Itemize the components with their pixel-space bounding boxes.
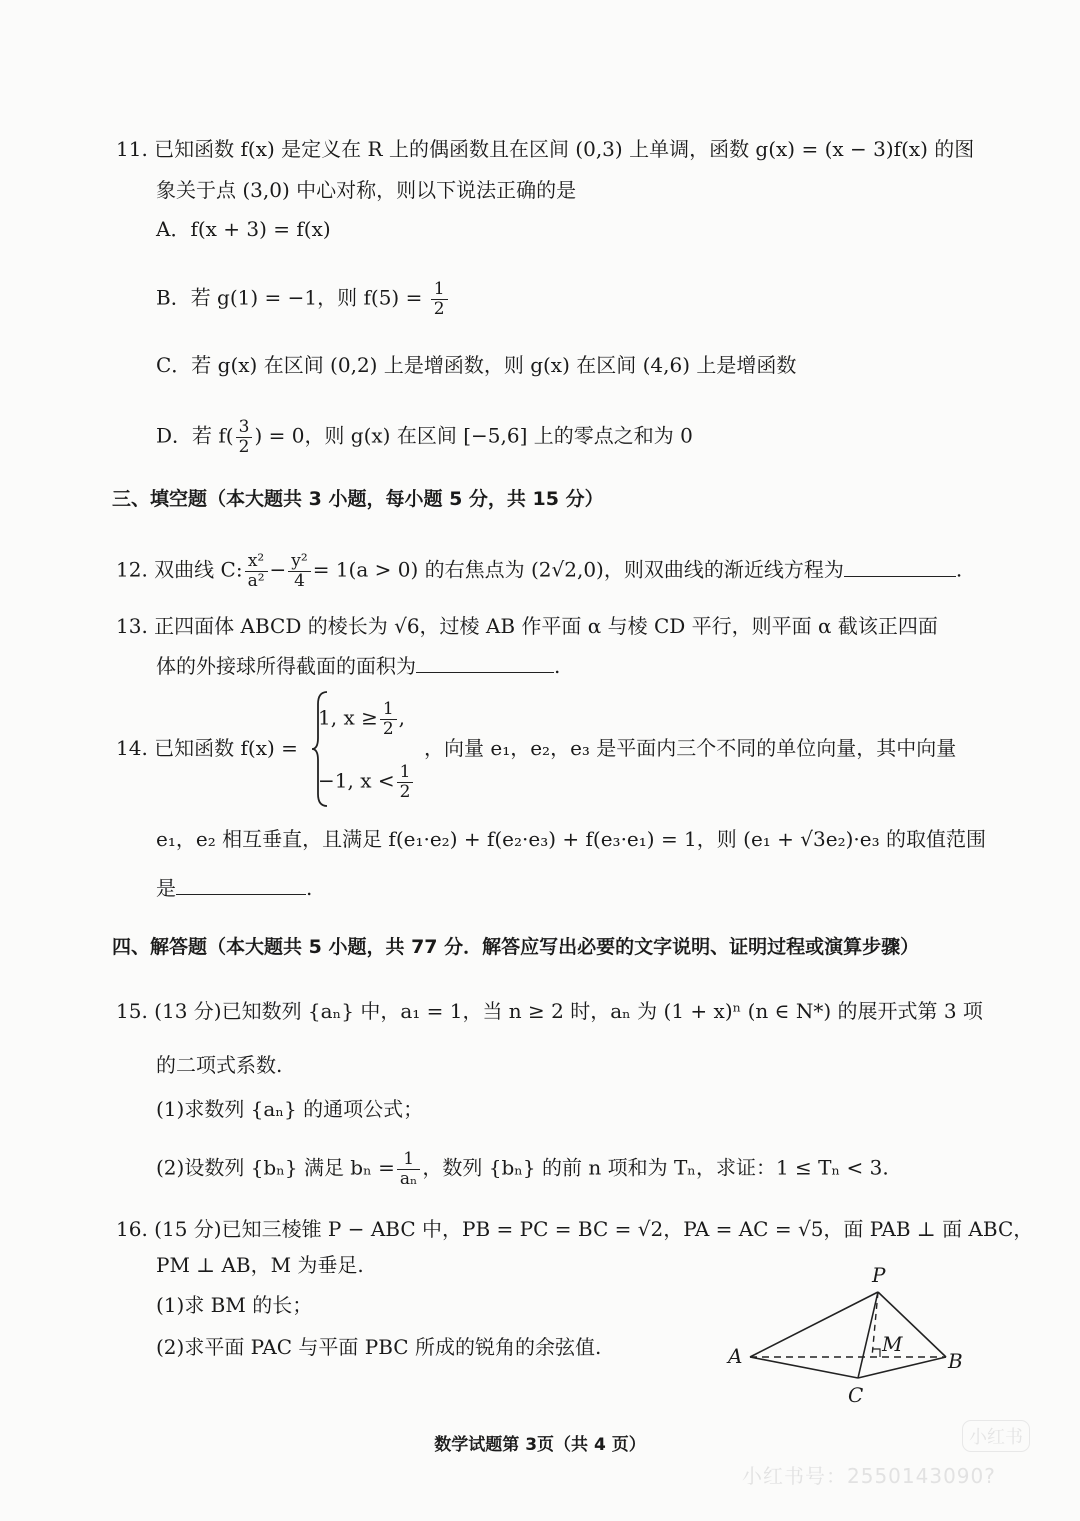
q11-option-d bbox=[156, 418, 693, 456]
fraction-numerator: 3 bbox=[236, 418, 253, 438]
q12-pre: 12. 双曲线 C: bbox=[116, 557, 243, 582]
q15-part2-fraction bbox=[397, 1150, 421, 1188]
edge-PA bbox=[750, 1292, 878, 1357]
tetrahedron-figure bbox=[720, 1262, 980, 1412]
q16-line2: PM ⊥ AB，M 为垂足. bbox=[156, 1253, 364, 1277]
fraction-denominator: 2 bbox=[399, 781, 411, 802]
vertex-label-B: B bbox=[948, 1349, 963, 1373]
q14-case1-fraction bbox=[380, 700, 397, 738]
vertex-label-A: A bbox=[728, 1344, 743, 1368]
section-3-heading: 三、填空题（本大题共 3 小题，每小题 5 分，共 15 分） bbox=[112, 488, 604, 510]
edge-AC bbox=[750, 1357, 858, 1378]
q14-end: . bbox=[306, 876, 313, 900]
answer-blank[interactable] bbox=[176, 874, 306, 895]
q14-line2: e₁，e₂ 相互垂直，且满足 f(e₁·e₂) + f(e₂·e₃) + f(e₃·e₁) = 1，则 (e₁ + √3e₂)·e₃ 的取值范围 bbox=[156, 827, 986, 851]
fraction-numerator: 1 bbox=[397, 1150, 421, 1170]
q12-minus: − bbox=[269, 557, 287, 582]
q13-line2 bbox=[156, 652, 560, 679]
fraction-numerator: 1 bbox=[380, 700, 397, 720]
vertex-label-C: C bbox=[848, 1383, 864, 1407]
q13-line2-text: 体的外接球所得截面的面积为 bbox=[156, 654, 416, 678]
fraction-denominator: 4 bbox=[294, 570, 305, 591]
q14-case-2 bbox=[318, 763, 415, 801]
edge-CB bbox=[858, 1357, 946, 1378]
q14-case-1 bbox=[318, 700, 405, 738]
fraction-numerator: y² bbox=[288, 552, 310, 572]
q11-option-d-post: ) = 0，则 g(x) 在区间 [−5,6] 上的零点之和为 0 bbox=[254, 423, 693, 448]
watermark-handle: 小红书号：2550143090? bbox=[742, 1464, 996, 1488]
q11-option-b bbox=[156, 280, 450, 318]
q11-option-d-pre: D．若 f( bbox=[156, 423, 234, 448]
section-4-heading: 四、解答题（本大题共 5 小题，共 77 分．解答应写出必要的文字说明、证明过程或演算步骤） bbox=[112, 936, 920, 958]
page-footer: 数学试题第 3页（共 4 页） bbox=[434, 1435, 646, 1455]
q11-option-b-fraction bbox=[431, 280, 448, 318]
q12-fraction-x bbox=[245, 552, 268, 590]
answer-blank[interactable] bbox=[416, 652, 554, 673]
answer-blank[interactable] bbox=[844, 556, 956, 577]
q15-part2-post: ，数列 {bₙ} 的前 n 项和为 Tₙ，求证：1 ≤ Tₙ < 3. bbox=[422, 1155, 889, 1180]
q15-part1: (1)求数列 {aₙ} 的通项公式； bbox=[156, 1097, 424, 1121]
fraction-denominator: 2 bbox=[382, 718, 394, 739]
q16-line1: 16. (15 分)已知三棱锥 P − ABC 中，PB = PC = BC = √2，PA = AC = √5，面 PAB ⊥ 面 ABC， bbox=[116, 1217, 1034, 1241]
q14-case1-end: , bbox=[398, 705, 406, 730]
q14-line3-text: 是 bbox=[156, 876, 176, 900]
fraction-denominator: a² bbox=[247, 570, 265, 591]
q15-line1: 15. (13 分)已知数列 {aₙ} 中，a₁ = 1，当 n ≥ 2 时，aₙ 为 (1 + x)ⁿ (n ∈ N*) 的展开式第 3 项 bbox=[116, 999, 983, 1023]
fraction-denominator: 2 bbox=[238, 436, 250, 457]
q12-line bbox=[116, 552, 962, 590]
watermark-badge: 小红书 bbox=[962, 1420, 1030, 1452]
q14-case2-fraction bbox=[397, 763, 414, 801]
fraction-numerator: 1 bbox=[431, 280, 448, 300]
q15-part2 bbox=[156, 1150, 889, 1188]
q14-pre: 14. 已知函数 f(x) = bbox=[116, 736, 298, 760]
q12-end: . bbox=[955, 557, 963, 582]
q16-part1: (1)求 BM 的长； bbox=[156, 1293, 313, 1317]
q12-fraction-y bbox=[288, 552, 310, 590]
q15-part2-pre: (2)设数列 {bₙ} 满足 bₙ = bbox=[156, 1155, 395, 1180]
q11-line2: 象关于点 (3,0) 中心对称，则以下说法正确的是 bbox=[156, 178, 577, 202]
q14-line3 bbox=[156, 874, 312, 901]
fraction-numerator: 1 bbox=[397, 763, 414, 783]
q11-line1: 11. 已知函数 f(x) 是定义在 R 上的偶函数且在区间 (0,3) 上单调，函数 g(x) = (x − 3)f(x) 的图 bbox=[116, 137, 975, 161]
q11-option-b-text: B．若 g(1) = −1，则 f(5) = bbox=[156, 285, 423, 310]
vertex-label-P: P bbox=[872, 1263, 886, 1287]
edge-PC bbox=[858, 1292, 878, 1378]
q11-option-d-fraction bbox=[236, 418, 253, 456]
q11-option-a: A．f(x + 3) = f(x) bbox=[156, 217, 331, 241]
q13-line1: 13. 正四面体 ABCD 的棱长为 √6，过棱 AB 作平面 α 与棱 CD 平行，则平面 α 截该正四面 bbox=[116, 614, 938, 638]
q12-post: = 1(a > 0) 的右焦点为 (2√2,0)，则双曲线的渐近线方程为 bbox=[312, 557, 844, 582]
q14-case1-text: 1, x ≥ bbox=[318, 705, 378, 730]
q11-option-c: C．若 g(x) 在区间 (0,2) 上是增函数，则 g(x) 在区间 (4,6) 上是增函数 bbox=[156, 353, 797, 377]
fraction-denominator: aₙ bbox=[399, 1168, 418, 1189]
q13-end: . bbox=[554, 654, 561, 678]
q16-part2: (2)求平面 PAC 与平面 PBC 所成的锐角的余弦值. bbox=[156, 1335, 602, 1359]
q14-case2-text: −1, x < bbox=[318, 768, 395, 793]
q14-post: ，向量 e₁，e₂，e₃ 是平面内三个不同的单位向量，其中向量 bbox=[424, 736, 957, 760]
fraction-denominator: 2 bbox=[433, 298, 445, 319]
fraction-numerator: x² bbox=[245, 552, 268, 572]
point-label-M: M bbox=[882, 1332, 903, 1356]
q15-line2: 的二项式系数. bbox=[156, 1053, 283, 1077]
